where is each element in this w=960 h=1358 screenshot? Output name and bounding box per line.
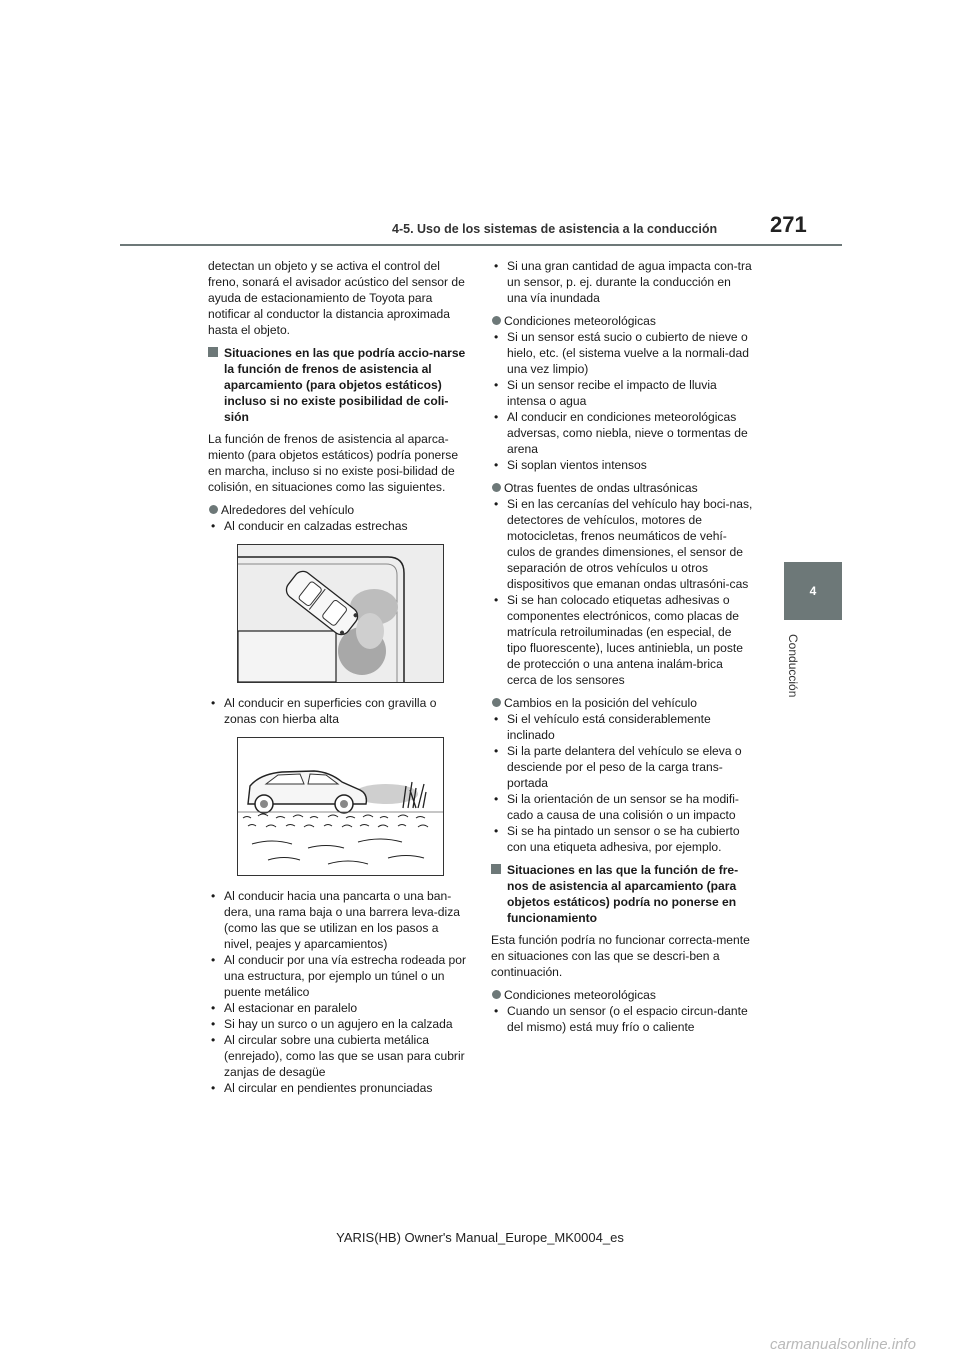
bullet-icon: • [494,378,499,392]
list-item [491,377,753,409]
bullet-icon: • [494,792,499,806]
page-header [0,0,960,250]
list-item [491,457,753,473]
category-text: Condiciones meteorológicas [504,314,656,328]
bullet-icon: • [494,744,499,758]
list-item-text: Al conducir en condiciones meteorológicas adversas, como niebla, nieve o tormentas de arena [507,410,748,456]
list-item-text: Si la orientación de un sensor se ha modifi-cado a causa de una colisión o un impacto [507,792,739,822]
left-column [208,258,468,1103]
bullet-icon: • [494,712,499,726]
bullet-list [491,496,753,688]
category-label [491,695,753,711]
list-item-text: Si el vehículo está considerablemente inclinado [507,712,711,742]
chapter-label [786,634,806,706]
bullet-icon: • [211,1001,216,1015]
list-item [491,743,753,791]
watermark: carmanualsonline.info [770,1336,916,1353]
list-item [208,1080,468,1096]
list-item-text: Al circular en pendientes pronunciadas [224,1081,433,1095]
list-item-text: Si un sensor está sucio o cubierto de nieve o hielo, etc. (el sistema vuelve a la normali-dad una vez limpio) [507,330,749,376]
body-paragraph: La función de frenos de asistencia al aparca-miento (para objetos estáticos) podría ponerse en marcha, incluso si no existe posi-bilidad de colisión, en situaciones como las siguientes. [208,432,459,494]
list-item-text: Al conducir en calzadas estrechas [224,519,408,533]
bullet-list [491,1003,753,1035]
bullet-list [208,518,468,534]
gravel-grass-illustration-svg [238,738,443,875]
chapter-name: Conducción [786,634,800,698]
bullet-icon: • [494,1004,499,1018]
category-label [491,987,753,1003]
page-number: 271 [770,212,807,237]
bullet-list [491,711,753,855]
bullet-icon: • [494,458,499,472]
narrow-road-illustration [237,544,444,683]
bullet-icon: • [494,410,499,424]
list-item [491,409,753,457]
chapter-number: 4 [809,584,817,598]
list-item [491,592,753,688]
bullet-icon: • [494,497,499,511]
list-item [208,695,468,727]
bullet-icon: • [211,519,216,533]
intro-paragraph: detectan un objeto y se activa el control del freno, sonará el avisador acústico del sensor de ayuda de estacionamiento de Toyota para notificar al conductor la distancia aproximada hasta el objeto. [208,259,465,337]
bullet-icon: • [211,889,216,903]
bullet-icon: • [211,1033,216,1047]
list-item-text: Si soplan vientos intensos [507,458,647,472]
category-text: Cambios en la posición del vehículo [504,696,697,710]
list-item [491,258,753,306]
list-item [208,1000,468,1016]
footer-manual-id: YARIS(HB) Owner's Manual_Europe_MK0004_es [336,1230,624,1245]
header-rule [120,244,842,246]
body-paragraph: Esta función podría no funcionar correcta-mente en situaciones con las que se descri-ben a continuación. [491,933,750,979]
list-item-text: Si un sensor recibe el impacto de lluvia intensa o agua [507,378,717,408]
list-item [208,1016,468,1032]
list-item [491,711,753,743]
bullet-list [208,695,468,727]
list-item [491,329,753,377]
circle-bullet-icon [492,483,501,492]
category-label [491,480,753,496]
category-text: Alrededores del vehículo [221,503,355,517]
heading-text: Situaciones en las que la función de fre-nos de asistencia al aparcamiento (para objetos estáticos) podría no ponerse en funcionamiento [507,863,739,925]
chapter-tab[interactable] [784,562,842,620]
circle-bullet-icon [209,505,218,514]
gravel-grass-illustration [237,737,444,876]
square-bullet-icon [208,347,218,357]
bullet-icon: • [494,593,499,607]
list-item-text: Al conducir por una vía estrecha rodeada por una estructura, por ejemplo un túnel o un puente metálico [224,953,467,999]
list-item-text: Al circular sobre una cubierta metálica (enrejado), como las que se usan para cubrir zanjas de desagüe [224,1033,465,1079]
list-item-text: Si en las cercanías del vehículo hay boci-nas, detectores de vehículos, motores de motocicletas, frenos neumáticos de vehí-culos de grandes dimensiones, el sensor de separación de otros vehículos u otros dispositivos que emanan ondas ultrasóni-cas [507,497,753,591]
section-heading [208,345,468,425]
circle-bullet-icon [492,698,501,707]
circle-bullet-icon [492,316,501,325]
bullet-icon: • [211,1017,216,1031]
list-item-text: Si se ha pintado un sensor o se ha cubierto con una etiqueta adhesiva, por ejemplo. [507,824,740,854]
list-item-text: Si se han colocado etiquetas adhesivas o componentes electrónicos, como placas de matrícula retroiluminadas (en especial, de tipo fluorescente), luces antiniebla, un poste de protección o una antena inalám-brica cerca de los sensores [507,593,743,687]
square-bullet-icon [491,864,501,874]
right-column [491,258,753,1042]
category-label [208,502,468,518]
list-item [208,952,468,1000]
category-text: Condiciones meteorológicas [504,988,656,1002]
list-item-text: Si hay un surco o un agujero en la calzada [224,1017,453,1031]
circle-bullet-icon [492,990,501,999]
list-item-text: Cuando un sensor (o el espacio circun-dante del mismo) está muy frío o caliente [507,1004,748,1034]
bullet-icon: • [494,330,499,344]
narrow-road-illustration-svg [238,545,443,682]
section-title: 4-5. Uso de los sistemas de asistencia a la conducción [392,222,718,236]
list-item [208,888,468,952]
list-item-text: Si una gran cantidad de agua impacta con-tra un sensor, p. ej. durante la conducción en una vía inundada [507,259,752,305]
list-item-text: Al estacionar en paralelo [224,1001,358,1015]
list-item [491,791,753,823]
bullet-icon: • [211,696,216,710]
list-item [208,1032,468,1080]
bullet-icon: • [494,259,499,273]
bullet-list [491,329,753,473]
list-item-text: Al conducir hacia una pancarta o una ban-dera, una rama baja o una barrera leva-diza (como las que se utilizan en los pasos a nivel, peajes y aparcamientos) [224,889,460,951]
category-text: Otras fuentes de ondas ultrasónicas [504,481,698,495]
list-item [208,518,468,534]
list-item-text: Si la parte delantera del vehículo se eleva o desciende por el peso de la carga trans-portada [507,744,742,790]
bullet-icon: • [211,953,216,967]
heading-text: Situaciones en las que podría accio-narse la función de frenos de asistencia al aparcamiento (para objetos estáticos) incluso si no existe posibilidad de coli-sión [224,346,466,424]
list-item [491,1003,753,1035]
bullet-icon: • [211,1081,216,1095]
bullet-icon: • [494,824,499,838]
list-item [491,823,753,855]
bullet-list [208,888,468,1096]
list-item-text: Al conducir en superficies con gravilla o zonas con hierba alta [224,696,437,726]
bullet-list [491,258,753,306]
section-heading [491,862,753,926]
list-item [491,496,753,592]
category-label [491,313,753,329]
